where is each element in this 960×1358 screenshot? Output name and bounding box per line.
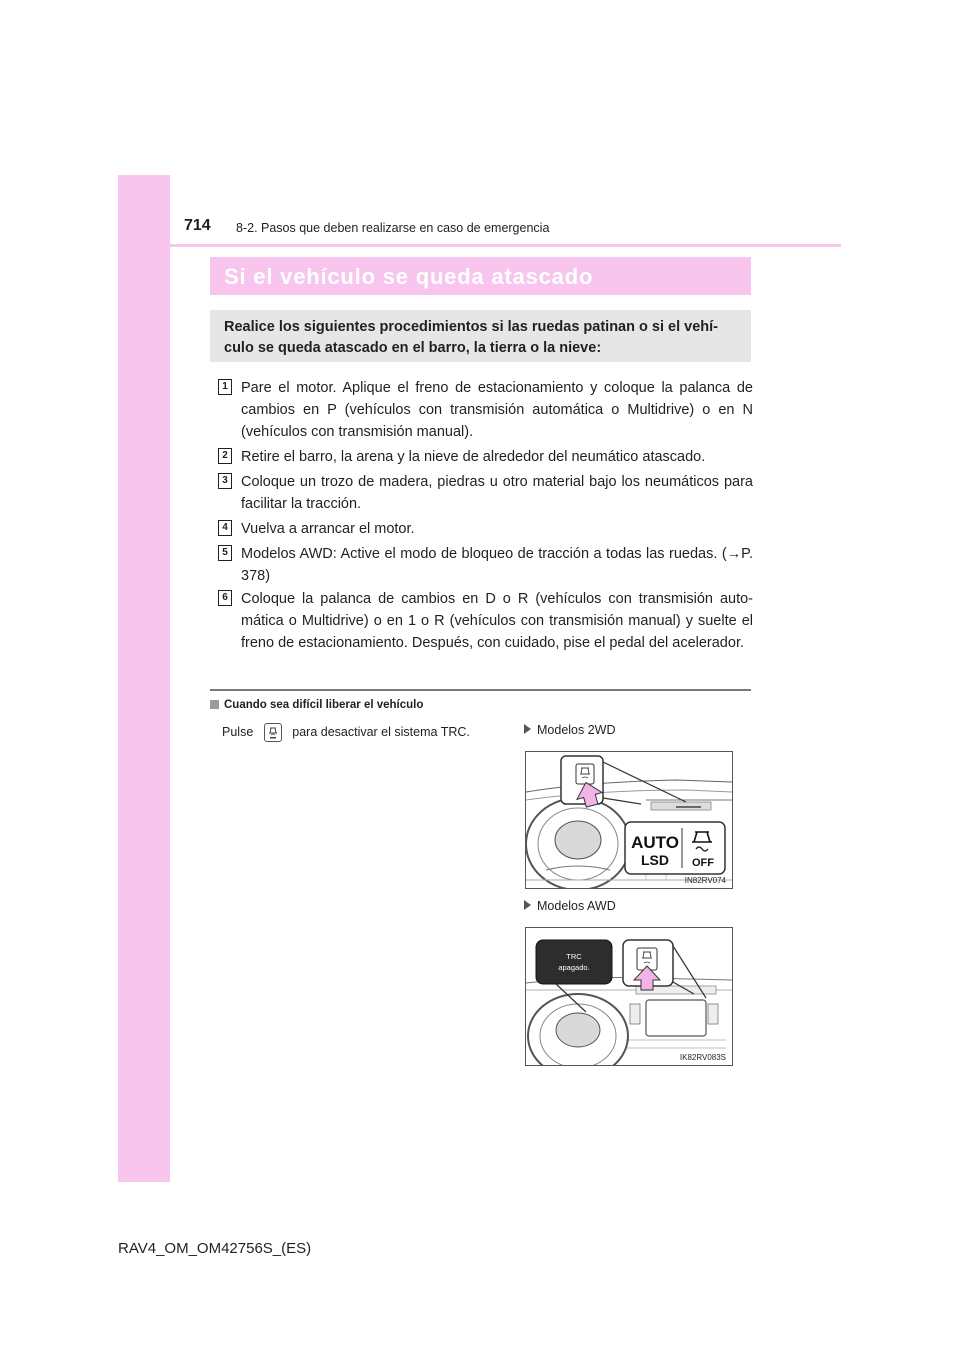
- footer-doc-code: RAV4_OM_OM42756S_(ES): [118, 1240, 312, 1257]
- triangle-bullet-icon: [524, 900, 531, 910]
- off-label: OFF: [692, 857, 714, 869]
- step-number: 2: [218, 448, 232, 464]
- step-5: [218, 543, 753, 587]
- triangle-bullet-icon: [524, 724, 531, 734]
- intro-text: Realice los siguientes procedimientos si las ruedas patinan o si el vehí-culo se queda atascado en el barro, la tierra o la nieve:: [224, 319, 718, 356]
- step-number: 4: [218, 520, 232, 536]
- step-2: [218, 446, 753, 468]
- model-2wd-label: Modelos 2WD: [524, 723, 616, 737]
- chapter-sidebar-tab: [118, 175, 170, 1182]
- trc-bubble-line1: TRC: [566, 952, 582, 961]
- step-1: [218, 377, 753, 443]
- pulse-instruction: Pulse para desactivar el sistema TRC.: [222, 723, 470, 742]
- step-number: 6: [218, 590, 232, 606]
- intro-box: [210, 310, 751, 362]
- square-bullet-icon: [210, 700, 219, 709]
- figure-id: IN82RV074: [684, 876, 726, 885]
- dashboard-awd-illustration: [526, 928, 732, 1065]
- subsection-heading: Cuando sea difícil liberar el vehículo: [210, 699, 423, 711]
- dashboard-2wd-illustration: [526, 752, 732, 888]
- section-title: 8-2. Pasos que deben realizarse en caso de emergencia: [236, 221, 550, 235]
- model-awd-label: Modelos AWD: [524, 899, 616, 913]
- auto-label: AUTO: [631, 833, 679, 852]
- step-number: 1: [218, 379, 232, 395]
- step-3: [218, 471, 753, 515]
- step-text: Vuelva a arrancar el motor.: [241, 521, 415, 537]
- figure-id: IK82RV083S: [679, 1053, 726, 1062]
- trc-bubble-line2: apagado.: [558, 963, 590, 972]
- step-text: Coloque un trozo de madera, piedras u otro material bajo los neumáticos para facilitar la tracción.: [241, 474, 753, 512]
- figure-awd-dashboard: [525, 927, 733, 1066]
- step-4: [218, 518, 753, 540]
- step-number: 3: [218, 473, 232, 489]
- trc-off-switch-icon: [264, 723, 282, 742]
- lsd-label: LSD: [641, 852, 669, 868]
- page-title: Si el vehículo se queda atascado: [224, 264, 594, 289]
- step-number: 5: [218, 545, 232, 561]
- step-text: Retire el barro, la arena y la nieve de alrededor del neumático atascado.: [241, 449, 706, 465]
- header-rule: [118, 244, 841, 247]
- step-text: Modelos AWD: Active el modo de bloqueo de tracción a todas las ruedas. (→P. 378): [241, 546, 753, 584]
- step-text: Coloque la palanca de cambios en D o R (vehículos con transmisión auto-mática o Multidrive) o en 1 o R (vehículos con transmisión manual) y suelte el freno de estacionamiento. Después, con cuidado, pise el pedal del acelerador.: [241, 591, 753, 651]
- page-number: 714: [184, 217, 211, 234]
- step-6: [218, 588, 753, 654]
- step-text: Pare el motor. Aplique el freno de estacionamiento y coloque la palanca de cambios en P (vehículos con transmisión automática o Multidrive) o en N (vehículos con transmisión manual).: [241, 380, 753, 440]
- title-bar: [210, 257, 751, 295]
- figure-2wd-dashboard: [525, 751, 733, 889]
- section-divider: [210, 689, 751, 691]
